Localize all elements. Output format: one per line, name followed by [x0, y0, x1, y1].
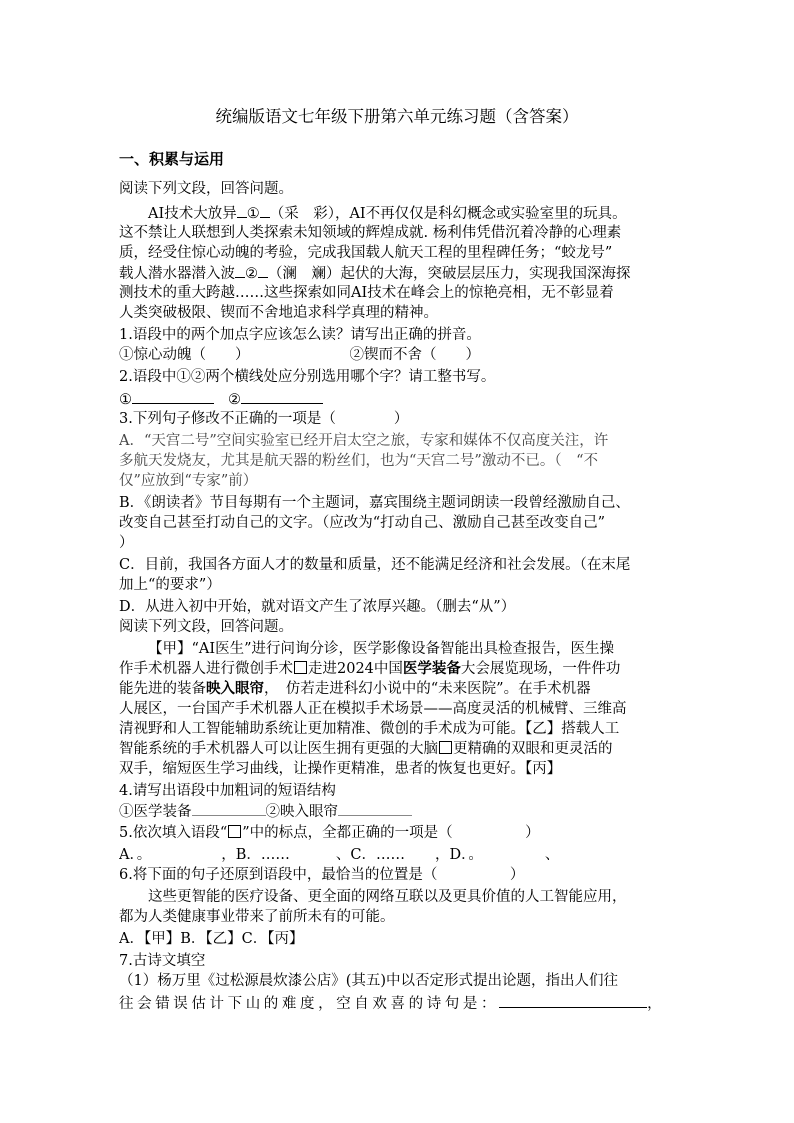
question-5-options: A．。 ，B．…… 、C．…… ，D．。 、	[119, 847, 560, 863]
q3-option-b-line2: 改变自己甚至打动自己的文字。（应改为“打动自己、激励自己甚至改变自己”	[119, 515, 606, 531]
blank-line[interactable]	[235, 264, 245, 278]
passage1-line2: 这不禁让人联想到人类探索未知领域的辉煌成就. 杨利伟凭借沉着冷静的心理素	[119, 225, 622, 241]
blank-line[interactable]	[237, 204, 247, 218]
q3-option-b-line3: ）	[119, 535, 134, 551]
passage1-line3: 质，经受住惊心动魄的考验，完成我国载人航天工程的里程碑任务；“蛟龙号”	[119, 245, 613, 261]
passage2-line7: 双手，缩短医生学习曲线，让操作更精准，患者的恢复也更好。【丙】	[119, 761, 562, 777]
answer-blank-1[interactable]	[132, 390, 214, 404]
q3-option-a-line1: A．“天宫二号”空间实验室已经开启太空之旅，专家和媒体不仅高度关注，许	[119, 433, 609, 449]
passage2-line4: 人展区，一台国产手术机器人正在模拟手术场景——高度灵活的机械臂、三维高	[119, 701, 627, 717]
reading-intro: 阅读下列文段，回答问题。	[119, 181, 293, 197]
punctuation-box[interactable]	[294, 661, 307, 674]
q7-1-line1: （1）杨万里《过松源晨炊漆公店》(其五)中以否定形式提出论题，指出人们往	[119, 973, 619, 989]
blank-line[interactable]	[260, 204, 270, 218]
q7-1-line2: 往会错误估计下山的难度，空自欢喜的诗句是： ，	[119, 996, 666, 1012]
question-1: 1.语段中的两个加点字应该怎么读？请写出正确的拼音。	[119, 327, 481, 343]
q3-option-b-line1: B．《朗读者》节目每期有一个主题词，嘉宾围绕主题词朗读一段曾经激励自己、	[119, 495, 630, 511]
passage2-line6: 智能系统的手术机器人可以让医生拥有更强的大脑 更精确的双眼和更灵活的	[119, 741, 613, 757]
passage2-line2: 作手术机器人进行微创手术 走进2024中国医学装备大会展览现场，一件件功	[119, 660, 621, 677]
question-6: 6.将下面的句子还原到语段中，最恰当的位置是（ ）	[119, 867, 525, 883]
reading-intro-2: 阅读下列文段，回答问题。	[119, 619, 293, 635]
question-1-options: ①惊心动魄（ ） ②锲而不舍（ ）	[119, 347, 480, 363]
punctuation-box[interactable]	[439, 741, 452, 754]
q6-sentence-line2: 都为人类健康事业带来了前所未有的可能。	[119, 909, 395, 925]
document-title: 统编版语文七年级下册第六单元练习题（含答案）	[215, 107, 579, 126]
question-2: 2.语段中①②两个横线处应分别选用哪个字？请工整书写。	[119, 369, 496, 385]
question-2-blanks: ① ②	[119, 390, 684, 409]
answer-blank[interactable]	[192, 802, 266, 816]
q3-option-a-line3: 仅”应放到“专家”前）	[119, 473, 258, 489]
question-3: 3.下列句子修改不正确的一项是（ ）	[119, 411, 409, 427]
answer-blank[interactable]	[499, 994, 647, 1008]
passage2-line3: 能先进的装备映入眼帘， 仿若走进科幻小说中的“未来医院”。在手术机器	[119, 680, 591, 697]
question-4-options: ①医学装备 ②映入眼帘	[119, 802, 684, 821]
passage1-line1: AI技术大放异 ① （采 彩），AI不再仅仅是科幻概念或实验室里的玩具。	[148, 206, 627, 222]
punctuation-box	[228, 825, 241, 838]
passage1-line5: 测技术的重大跨越……这些探索如同AI技术在峰会上的惊艳亮相，无不彰显着	[119, 285, 614, 301]
question-5: 5.依次填入语段“ ”中的标点，全都正确的一项是（ ）	[119, 825, 540, 841]
q3-option-c-line2: 加上“的要求”）	[119, 577, 221, 593]
question-6-options: A．【甲】B．【乙】C．【丙】	[119, 931, 304, 947]
answer-blank[interactable]	[338, 802, 412, 816]
answer-blank-2[interactable]	[241, 390, 323, 404]
question-7: 7.古诗文填空	[119, 953, 206, 969]
passage2-line5: 清视野和人工智能辅助系统让更加精准、微创的手术成为可能。【乙】搭载人工	[119, 721, 620, 737]
section-heading: 一、积累与运用	[119, 150, 225, 168]
passage1-line6: 人类突破极限、锲而不舍地追求科学真理的精神。	[119, 305, 438, 321]
passage1-line4: 载人潜水器潜入波 ② （澜 斓）起伏的大海，突破层层压力，实现我国深海探	[119, 266, 631, 282]
question-4: 4.请写出语段中加粗词的短语结构	[119, 783, 336, 799]
q6-sentence-line1: 这些更智能的医疗设备、更全面的网络互联以及更具价值的人工智能应用，	[148, 889, 627, 905]
q3-option-d: D．从进入初中开始，就对语文产生了浓厚兴趣。（删去“从”）	[119, 599, 516, 615]
passage2-line1: 【甲】“AI医生”进行问询分诊，医学影像设备智能出具检查报告，医生操	[148, 641, 615, 657]
q3-option-c-line1: C．目前，我国各方面人才的数量和质量，还不能满足经济和社会发展。（在末尾	[119, 557, 631, 573]
q3-option-a-line2: 多航天发烧友，尤其是航天器的粉丝们，也为“天宫二号”激动不已。（ “不	[119, 453, 598, 469]
blank-line[interactable]	[258, 264, 268, 278]
